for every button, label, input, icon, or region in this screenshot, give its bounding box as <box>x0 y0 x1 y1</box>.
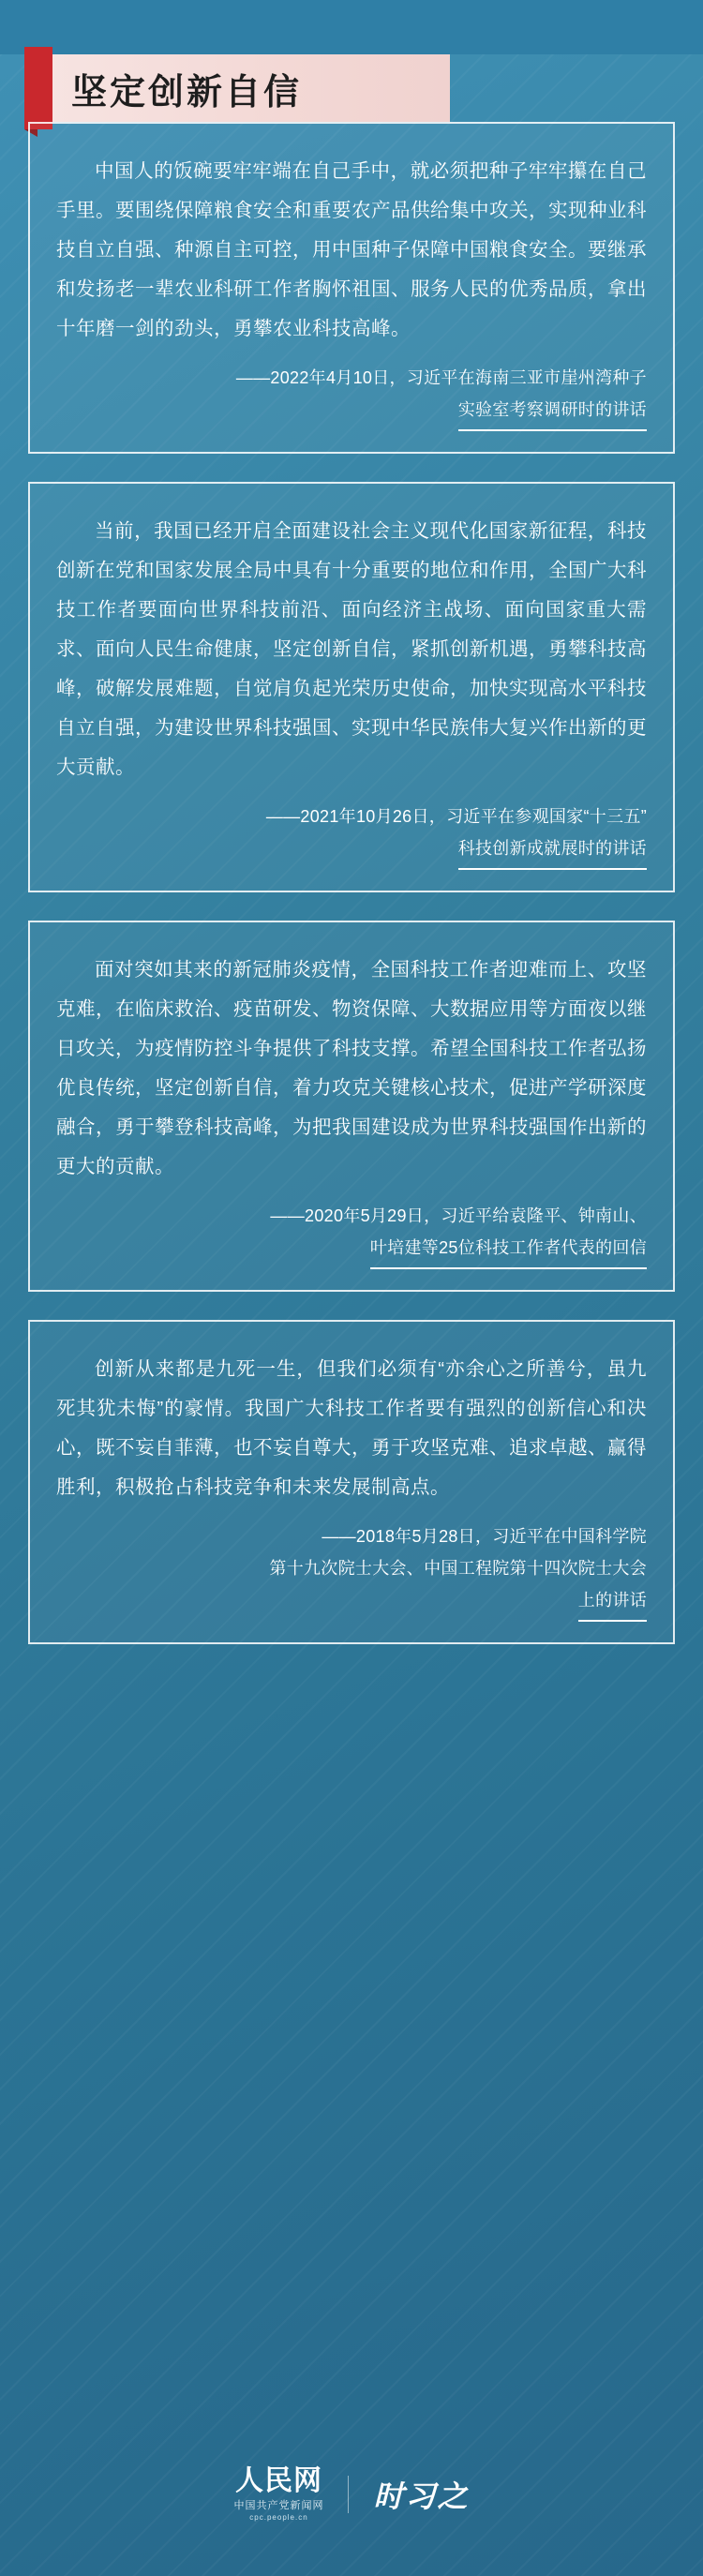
footer <box>0 2467 703 2522</box>
attribution-line: 实验室考察调研时的讲话 <box>458 394 647 431</box>
quote-attribution <box>56 801 647 870</box>
title-banner <box>37 54 450 122</box>
attribution-line: 科技创新成就展时的讲话 <box>458 832 647 870</box>
attribution-line: ——2018年5月28日，习近平在中国科学院 <box>322 1527 647 1546</box>
logo-subtitle: 中国共产党新闻网 <box>233 2500 324 2511</box>
quote-text: 中国人的饭碗要牢牢端在自己手中，就必须把种子牢牢攥在自己手里。要围绕保障粮食安全和重要农产品供给集中攻关，实现种业科技自立自强、种源自主可控，用中国种子保障中国粮食安全。要继承和发扬老一辈农业科研工作者胸怀祖国、服务人民的优秀品质，拿出十年磨一剑的劲头，勇攀农业科技高峰。 <box>56 160 647 339</box>
footer-divider <box>348 2476 349 2513</box>
attribution-line: ——2020年5月29日，习近平给袁隆平、钟南山、 <box>270 1206 647 1225</box>
column-brand: 时习之 <box>373 2479 470 2513</box>
attribution-line: ——2022年4月10日，习近平在海南三亚市崖州湾种子 <box>235 368 647 387</box>
quote-attribution <box>56 1520 647 1622</box>
quote-card <box>28 1320 675 1644</box>
attribution-line: ——2021年10月26日，习近平在参观国家“十三五” <box>265 807 647 826</box>
quote-attribution <box>56 1200 647 1269</box>
quote-text: 创新从来都是九死一生，但我们必须有“亦余心之所善兮，虽九死其犹未悔”的豪情。我国广大科技工作者要有强烈的创新信心和决心，既不妄自菲薄，也不妄自尊大，勇于攻坚克难、追求卓越、赢得胜利，积极抢占科技竞争和未来发展制高点。 <box>56 1358 647 1498</box>
logo-mark: 人民网 <box>234 2465 322 2496</box>
attribution-line: 叶培建等25位科技工作者代表的回信 <box>370 1232 647 1269</box>
quote-card <box>28 482 675 892</box>
quote-card <box>28 921 675 1292</box>
attribution-line: 第十九次院士大会、中国工程院第十四次院士大会 <box>269 1559 647 1578</box>
poster-page <box>0 54 703 2576</box>
quote-text: 面对突如其来的新冠肺炎疫情，全国科技工作者迎难而上、攻坚克难，在临床救治、疫苗研发、物资保障、大数据应用等方面夜以继日攻关，为疫情防控斗争提供了科技支撑。希望全国科技工作者弘扬优良传统，坚定创新自信，着力攻克关键核心技术，促进产学研深度融合，勇于攀登科技高峰，为把我国建设成为世界科技强国作出新的更大的贡献。 <box>56 959 647 1177</box>
quote-card <box>28 122 675 454</box>
quote-text: 当前，我国已经开启全面建设社会主义现代化国家新征程，科技创新在党和国家发展全局中具有十分重要的地位和作用，全国广大科技工作者要面向世界科技前沿、面向经济主战场、面向国家重大需求、面向人民生命健康，坚定创新自信，紧抓创新机遇，勇攀科技高峰，破解发展难题，自觉肩负起光荣历史使命，加快实现高水平科技自立自强，为建设世界科技强国、实现中华民族伟大复兴作出新的更大贡献。 <box>56 520 647 778</box>
page-title: 坚定创新自信 <box>71 72 303 112</box>
people-cn-logo[interactable] <box>233 2467 323 2522</box>
quote-attribution <box>56 362 647 431</box>
attribution-line: 上的讲话 <box>578 1584 647 1622</box>
logo-url: cpc.people.cn <box>249 2513 308 2522</box>
